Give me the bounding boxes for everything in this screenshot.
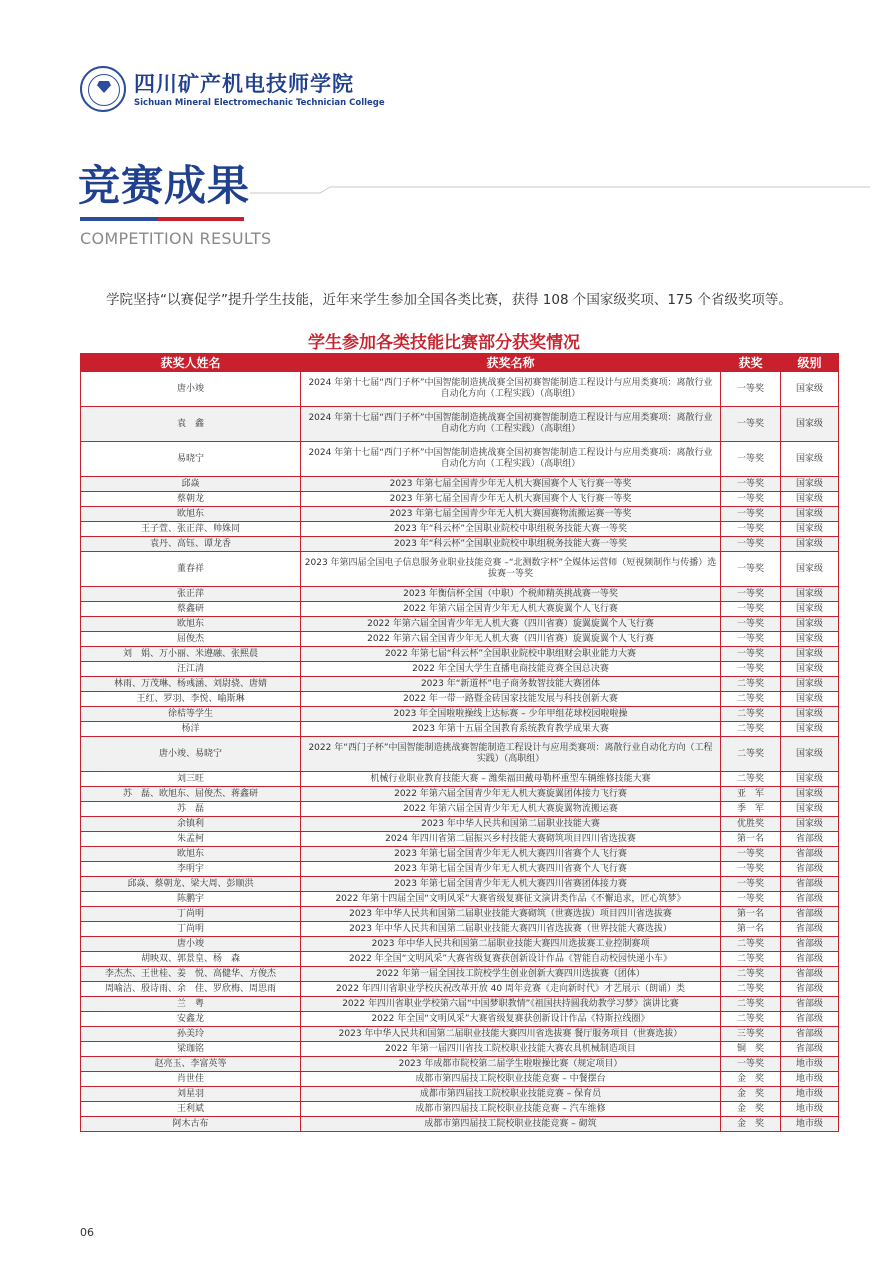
award-name-cell: 2023 年中华人民共和国第二届职业技能大赛砌筑（世赛选拔）项目四川省选拔赛 [301,907,721,922]
level-cell: 省部级 [781,952,839,967]
winner-name-cell: 王红、罗羽、李悦、喻斯琳 [81,692,301,707]
level-cell: 国家级 [781,817,839,832]
award-name-cell: 2023 年全国啦啦操线上达标赛 – 少年甲组花球校园啦啦操 [301,707,721,722]
award-name-cell: 2022 年全国大学生直播电商技能竞赛全国总决赛 [301,662,721,677]
prize-cell: 第一名 [721,907,781,922]
award-name-cell: 2023 年第四届全国电子信息服务业职业技能竞赛 –“北测数字杯”全媒体运营师（短视频制作与传播）选拔赛一等奖 [301,552,721,587]
table-row [81,617,839,632]
table-row [81,662,839,677]
level-cell: 地市级 [781,1072,839,1087]
award-name-cell: 2024 年第十七届“西门子杯”中国智能制造挑战赛全国初赛智能制造工程设计与应用类赛项：离散行业自动化方向（工程实践）（高职组） [301,372,721,407]
level-cell: 省部级 [781,1027,839,1042]
winner-name-cell: 余镇利 [81,817,301,832]
winner-name-cell: 刘三旺 [81,772,301,787]
winner-name-cell: 李杰杰、王世桂、姜 悦、高健华、方俊杰 [81,967,301,982]
prize-cell: 一等奖 [721,522,781,537]
award-name-cell: 2023 年第七届全国青少年无人机大赛国赛个人飞行赛一等奖 [301,492,721,507]
winner-name-cell: 唐小竣、易晓宁 [81,737,301,772]
table-row [81,892,839,907]
table-row [81,522,839,537]
award-name-cell: 机械行业职业教育技能大赛 – 潍柴福田戴母勒杯重型车辆维修技能大赛 [301,772,721,787]
winner-name-cell: 欧旭东 [81,847,301,862]
winner-name-cell: 王子萱、张正萍、帅姝同 [81,522,301,537]
prize-cell: 二等奖 [721,677,781,692]
table-row [81,1012,839,1027]
winner-name-cell: 张正萍 [81,587,301,602]
award-name-cell: 2023 年第七届全国青少年无人机大赛国赛物流搬运赛一等奖 [301,507,721,522]
table-row [81,602,839,617]
winner-name-cell: 朱孟柯 [81,832,301,847]
award-name-cell: 2023 年第七届全国青少年无人机大赛四川省赛个人飞行赛 [301,847,721,862]
award-name-cell: 2022 年“西门子杯”中国智能制造挑战赛智能制造工程设计与应用类赛项：离散行业自动化方向（工程实践）（高职组） [301,737,721,772]
table-header-row [81,354,839,372]
level-cell: 省部级 [781,922,839,937]
winner-name-cell: 阿木古布 [81,1117,301,1132]
award-name-cell: 2023 年衡信杯全国（中职）个税师精英挑战赛一等奖 [301,587,721,602]
prize-cell: 二等奖 [721,707,781,722]
winner-name-cell: 欧旭东 [81,617,301,632]
table-row [81,982,839,997]
award-name-cell: 2022 年第七届“科云杯”全国职业院校中职组财会职业能力大赛 [301,647,721,662]
level-cell: 国家级 [781,477,839,492]
table-row [81,1087,839,1102]
prize-cell: 金 奖 [721,1117,781,1132]
table-title: 学生参加各类技能比赛部分获奖情况 [308,333,580,353]
prize-cell: 第一名 [721,922,781,937]
winner-name-cell: 苏 磊 [81,802,301,817]
winner-name-cell: 汪江清 [81,662,301,677]
prize-cell: 优胜奖 [721,817,781,832]
level-cell: 地市级 [781,1117,839,1132]
level-cell: 省部级 [781,982,839,997]
prize-cell: 一等奖 [721,1057,781,1072]
winner-name-cell: 屈俊杰 [81,632,301,647]
level-cell: 地市级 [781,1057,839,1072]
winner-name-cell: 王利斌 [81,1102,301,1117]
table-row [81,707,839,722]
award-name-cell: 2023 年第七届全国青少年无人机大赛国赛个人飞行赛一等奖 [301,477,721,492]
level-cell: 省部级 [781,1012,839,1027]
award-name-cell: 2022 年四川省职业学校第六届“中国梦职教情”《祖国扶持圆我幼教学习梦》演讲比赛 [301,997,721,1012]
level-cell: 国家级 [781,617,839,632]
prize-cell: 一等奖 [721,537,781,552]
award-name-cell: 2022 年第一届四川省技工院校职业技能大赛农具机械制造项目 [301,1042,721,1057]
level-cell: 国家级 [781,537,839,552]
table-row [81,677,839,692]
table-row [81,1117,839,1132]
award-name-cell: 2022 年第十四届全国“文明风采”大赛省级复赛征文演讲类作品《不懈追求，匠心筑梦》 [301,892,721,907]
award-name-cell: 2022 年第六届全国青少年无人机大赛旋翼物流搬运赛 [301,802,721,817]
level-cell: 国家级 [781,662,839,677]
prize-cell: 金 奖 [721,1072,781,1087]
header-prize: 获奖 [721,354,781,372]
intro-paragraph: 学院坚持“以赛促学”提升学生技能，近年来学生参加全国各类比赛，获得 108 个国家级奖项、175 个省级奖项等。 [106,292,792,308]
prize-cell: 一等奖 [721,587,781,602]
table-row [81,1102,839,1117]
level-cell: 省部级 [781,937,839,952]
award-name-cell: 成都市第四届技工院校职业技能竞赛 – 中餐摆台 [301,1072,721,1087]
header-award: 获奖名称 [301,354,721,372]
winner-name-cell: 胡映双、郭景皇、杨 森 [81,952,301,967]
level-cell: 国家级 [781,522,839,537]
decorative-line [250,186,870,194]
table-row [81,937,839,952]
prize-cell: 二等奖 [721,967,781,982]
table-row [81,877,839,892]
winner-name-cell: 徐桔等学生 [81,707,301,722]
award-name-cell: 2023 年中华人民共和国第二届职业技能大赛四川选拔赛工业控制赛项 [301,937,721,952]
level-cell: 国家级 [781,407,839,442]
prize-cell: 三等奖 [721,1027,781,1042]
level-cell: 国家级 [781,707,839,722]
table-row [81,1042,839,1057]
level-cell: 国家级 [781,772,839,787]
winner-name-cell: 易晓宁 [81,442,301,477]
table-row [81,832,839,847]
winner-name-cell: 蔡朝龙 [81,492,301,507]
prize-cell: 二等奖 [721,1012,781,1027]
award-name-cell: 2022 年第六届全国青少年无人机大赛（四川省赛）旋翼旋翼个人飞行赛 [301,617,721,632]
page-subtitle: COMPETITION RESULTS [80,229,272,248]
award-name-cell: 2024 年第十七届“西门子杯”中国智能制造挑战赛全国初赛智能制造工程设计与应用类赛项：离散行业自动化方向（工程实践）（高职组） [301,407,721,442]
table-row [81,552,839,587]
winner-name-cell: 唐小竣 [81,937,301,952]
table-row [81,967,839,982]
prize-cell: 季 军 [721,802,781,817]
level-cell: 国家级 [781,602,839,617]
table-row [81,997,839,1012]
winner-name-cell: 欧旭东 [81,507,301,522]
award-name-cell: 2023 年第十五届全国教育系统教育教学成果大赛 [301,722,721,737]
level-cell: 国家级 [781,372,839,407]
table-row [81,407,839,442]
prize-cell: 一等奖 [721,877,781,892]
level-cell: 国家级 [781,492,839,507]
table-row [81,1027,839,1042]
prize-cell: 一等奖 [721,407,781,442]
level-cell: 国家级 [781,737,839,772]
level-cell: 国家级 [781,787,839,802]
level-cell: 省部级 [781,862,839,877]
table-row [81,1057,839,1072]
table-row [81,802,839,817]
level-cell: 省部级 [781,997,839,1012]
award-name-cell: 2022 年四川省职业学校庆祝改革开放 40 周年竞赛《走向新时代》才艺展示（朗诵）类 [301,982,721,997]
winner-name-cell: 刘星羽 [81,1087,301,1102]
award-name-cell: 2022 年第六届全国青少年无人机大赛旋翼团体接力飞行赛 [301,787,721,802]
award-name-cell: 2023 年“新道杯”电子商务数智技能大赛团体 [301,677,721,692]
prize-cell: 一等奖 [721,372,781,407]
prize-cell: 一等奖 [721,602,781,617]
table-row [81,907,839,922]
level-cell: 省部级 [781,877,839,892]
table-row [81,1072,839,1087]
table-row [81,477,839,492]
prize-cell: 金 奖 [721,1102,781,1117]
level-cell: 国家级 [781,552,839,587]
prize-cell: 二等奖 [721,937,781,952]
table-row [81,692,839,707]
table-row [81,632,839,647]
table-row [81,492,839,507]
header-name: 获奖人姓名 [81,354,301,372]
winner-name-cell: 刘 娟、万小丽、米遵融、张熙晨 [81,647,301,662]
table-row [81,647,839,662]
winner-name-cell: 孙美玲 [81,1027,301,1042]
level-cell: 省部级 [781,832,839,847]
award-name-cell: 2024 年四川省第二届振兴乡村技能大赛砌筑项目四川省选拔赛 [301,832,721,847]
award-name-cell: 2023 年成都市院校第二届学生啦啦操比赛（规定项目） [301,1057,721,1072]
table-row [81,442,839,477]
prize-cell: 二等奖 [721,997,781,1012]
prize-cell: 一等奖 [721,477,781,492]
prize-cell: 铜 奖 [721,1042,781,1057]
winner-name-cell: 兰 粤 [81,997,301,1012]
level-cell: 国家级 [781,692,839,707]
table-row [81,537,839,552]
award-name-cell: 2023 年第七届全国青少年无人机大赛四川省赛个人飞行赛 [301,862,721,877]
winner-name-cell: 董春祥 [81,552,301,587]
award-name-cell: 2022 年全国“文明风采”大赛省级复赛获创新设计作品《特斯拉线圈》 [301,1012,721,1027]
level-cell: 省部级 [781,1042,839,1057]
award-name-cell: 2022 年全国“文明风采”大赛省级复赛获创新设计作品《智能自动校园快递小车》 [301,952,721,967]
prize-cell: 一等奖 [721,617,781,632]
school-seal-icon [80,66,126,112]
award-name-cell: 2023 年中华人民共和国第二届职业技能大赛四川省选拔赛 餐厅服务项目（世赛选拔） [301,1027,721,1042]
award-name-cell: 2022 年第六届全国青少年无人机大赛（四川省赛）旋翼旋翼个人飞行赛 [301,632,721,647]
winner-name-cell: 蔡鑫研 [81,602,301,617]
award-name-cell: 2023 年“科云杯”全国职业院校中职组税务技能大赛一等奖 [301,522,721,537]
award-name-cell: 成都市第四届技工院校职业技能竞赛 – 汽车维修 [301,1102,721,1117]
school-name-en: Sichuan Mineral Electromechanic Technician College [134,98,385,108]
prize-cell: 二等奖 [721,692,781,707]
prize-cell: 一等奖 [721,862,781,877]
winner-name-cell: 安鑫龙 [81,1012,301,1027]
winner-name-cell: 林雨、万茂琳、杨彧涵、刘尉骁、唐婧 [81,677,301,692]
winner-name-cell: 唐小竣 [81,372,301,407]
winner-name-cell: 李明宇 [81,862,301,877]
table-row [81,722,839,737]
level-cell: 省部级 [781,847,839,862]
winner-name-cell: 丁尚明 [81,922,301,937]
table-row [81,847,839,862]
level-cell: 国家级 [781,802,839,817]
table-row [81,587,839,602]
level-cell: 地市级 [781,1102,839,1117]
level-cell: 省部级 [781,907,839,922]
awards-table [80,353,839,1132]
award-name-cell: 2023 年“科云杯”全国职业院校中职组税务技能大赛一等奖 [301,537,721,552]
prize-cell: 一等奖 [721,492,781,507]
level-cell: 国家级 [781,507,839,522]
award-name-cell: 2024 年第十七届“西门子杯”中国智能制造挑战赛全国初赛智能制造工程设计与应用类赛项：离散行业自动化方向（工程实践）（高职组） [301,442,721,477]
school-logo [80,66,385,118]
winner-name-cell: 袁 鑫 [81,407,301,442]
table-row [81,952,839,967]
header-level: 级别 [781,354,839,372]
level-cell: 地市级 [781,1087,839,1102]
table-row [81,372,839,407]
award-name-cell: 成都市第四届技工院校职业技能竞赛 – 保育员 [301,1087,721,1102]
winner-name-cell: 周喻洁、殷诗雨、余 佳、罗欣梅、周思雨 [81,982,301,997]
prize-cell: 二等奖 [721,722,781,737]
level-cell: 国家级 [781,722,839,737]
level-cell: 国家级 [781,442,839,477]
page-title: 竞赛成果 [78,161,251,210]
prize-cell: 二等奖 [721,737,781,772]
table-row [81,737,839,772]
table-row [81,862,839,877]
level-cell: 国家级 [781,632,839,647]
table-row [81,772,839,787]
prize-cell: 一等奖 [721,647,781,662]
prize-cell: 二等奖 [721,772,781,787]
table-row [81,922,839,937]
prize-cell: 一等奖 [721,442,781,477]
level-cell: 省部级 [781,967,839,982]
prize-cell: 亚 军 [721,787,781,802]
level-cell: 国家级 [781,587,839,602]
winner-name-cell: 肖世佳 [81,1072,301,1087]
table-row [81,507,839,522]
table-row [81,787,839,802]
prize-cell: 一等奖 [721,552,781,587]
award-name-cell: 2023 年第七届全国青少年无人机大赛四川省赛团体接力赛 [301,877,721,892]
award-name-cell: 2022 年第六届全国青少年无人机大赛旋翼个人飞行赛 [301,602,721,617]
page-number: 06 [80,1226,94,1239]
title-underline-blue [80,217,158,221]
prize-cell: 一等奖 [721,507,781,522]
prize-cell: 一等奖 [721,892,781,907]
table-row [81,817,839,832]
winner-name-cell: 袁丹、高钰、谭龙香 [81,537,301,552]
prize-cell: 二等奖 [721,982,781,997]
prize-cell: 金 奖 [721,1087,781,1102]
winner-name-cell: 赵亮玉、李富英等 [81,1057,301,1072]
award-name-cell: 2022 年一带一路暨金砖国家技能发展与科技创新大赛 [301,692,721,707]
prize-cell: 第一名 [721,832,781,847]
winner-name-cell: 杨洋 [81,722,301,737]
level-cell: 国家级 [781,677,839,692]
title-underline-red [158,217,244,221]
winner-name-cell: 陈鹏宇 [81,892,301,907]
winner-name-cell: 苏 磊、欧旭东、屈俊杰、蒋鑫研 [81,787,301,802]
level-cell: 省部级 [781,892,839,907]
award-name-cell: 2023 年中华人民共和国第二届职业技能大赛 [301,817,721,832]
winner-name-cell: 邱焱 [81,477,301,492]
prize-cell: 一等奖 [721,632,781,647]
prize-cell: 一等奖 [721,662,781,677]
school-name-cn: 四川矿产机电技师学院 [134,71,354,96]
prize-cell: 一等奖 [721,847,781,862]
winner-name-cell: 邱焱、蔡朝龙、梁大周、彭顺洪 [81,877,301,892]
prize-cell: 二等奖 [721,952,781,967]
award-name-cell: 2023 年中华人民共和国第二届职业技能大赛四川省选拔赛（世界技能大赛选拔） [301,922,721,937]
award-name-cell: 成都市第四届技工院校职业技能竞赛 – 砌筑 [301,1117,721,1132]
award-name-cell: 2022 年第一届全国技工院校学生创业创新大赛四川选拔赛（团体） [301,967,721,982]
winner-name-cell: 丁尚明 [81,907,301,922]
winner-name-cell: 梁珈铭 [81,1042,301,1057]
level-cell: 国家级 [781,647,839,662]
